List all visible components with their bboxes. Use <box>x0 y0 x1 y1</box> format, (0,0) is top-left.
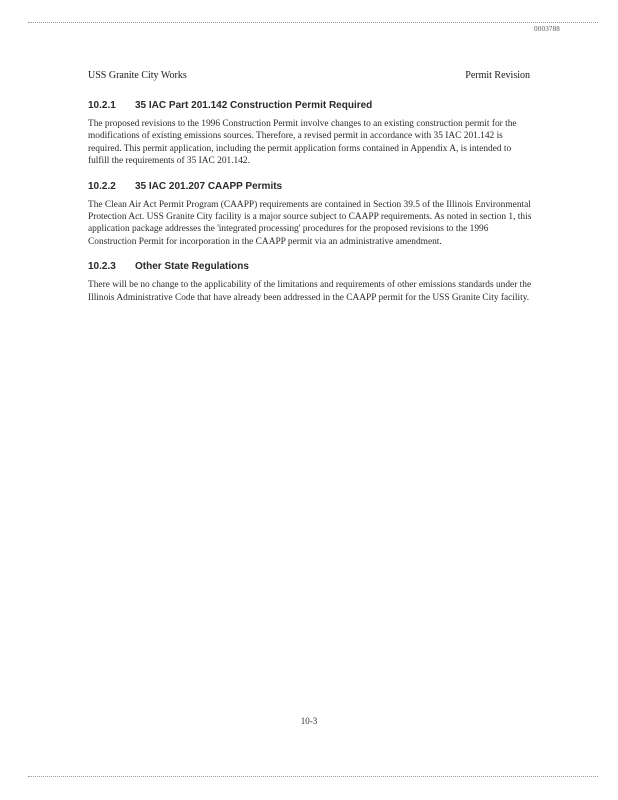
document-body <box>88 100 532 317</box>
section-paragraph: There will be no change to the applicability of the limitations and requirements of other emissions standards under the Illinois Administrative Code that have already been addressed in the CAAPP permit for the USS Granite City facility. <box>88 280 532 303</box>
running-header <box>88 70 530 81</box>
section-heading <box>88 181 532 192</box>
section-number: 10.2.1 <box>88 100 116 111</box>
section-title: 35 IAC Part 201.142 Construction Permit Required <box>135 100 373 111</box>
header-document-type: Permit Revision <box>465 70 530 81</box>
scan-border-top <box>28 22 598 23</box>
section-number: 10.2.3 <box>88 261 116 273</box>
section-number: 10.2.2 <box>88 180 116 192</box>
section-paragraph: The proposed revisions to the 1996 Construction Permit involve changes to an existing construction permit for the modifications of existing emissions sources. Therefore, a revised permit in accordance with 35 IAC 201.142 is required. This permit application, including the permit application forms contained in Appendix A, is intended to fulfill the requirements of 35 IAC 201.142. <box>88 119 517 167</box>
section-10-2-2 <box>88 181 532 249</box>
section-10-2-1 <box>88 100 532 168</box>
section-paragraph: The Clean Air Act Permit Program (CAAPP) requirements are contained in Section 39.5 of the Illinois Environmental Protection Act. USS Granite City facility is a major source subject to CAAPP requirements. As noted in section 1, this application package addresses the 'integrated processing' procedures for the proposed revisions to the 1996 Construction Permit for incorporation in the CAAPP permit via an administrative amendment. <box>88 199 532 247</box>
section-heading <box>88 100 532 111</box>
section-title: Other State Regulations <box>135 261 249 273</box>
header-facility-name: USS Granite City Works <box>88 70 187 81</box>
section-title: 35 IAC 201.207 CAAPP Permits <box>135 180 283 192</box>
section-10-2-3 <box>88 261 532 304</box>
page-number: 10-3 <box>300 716 318 726</box>
document-id: 0003788 <box>534 25 560 33</box>
scan-border-bottom <box>28 776 598 777</box>
section-heading <box>88 261 532 272</box>
